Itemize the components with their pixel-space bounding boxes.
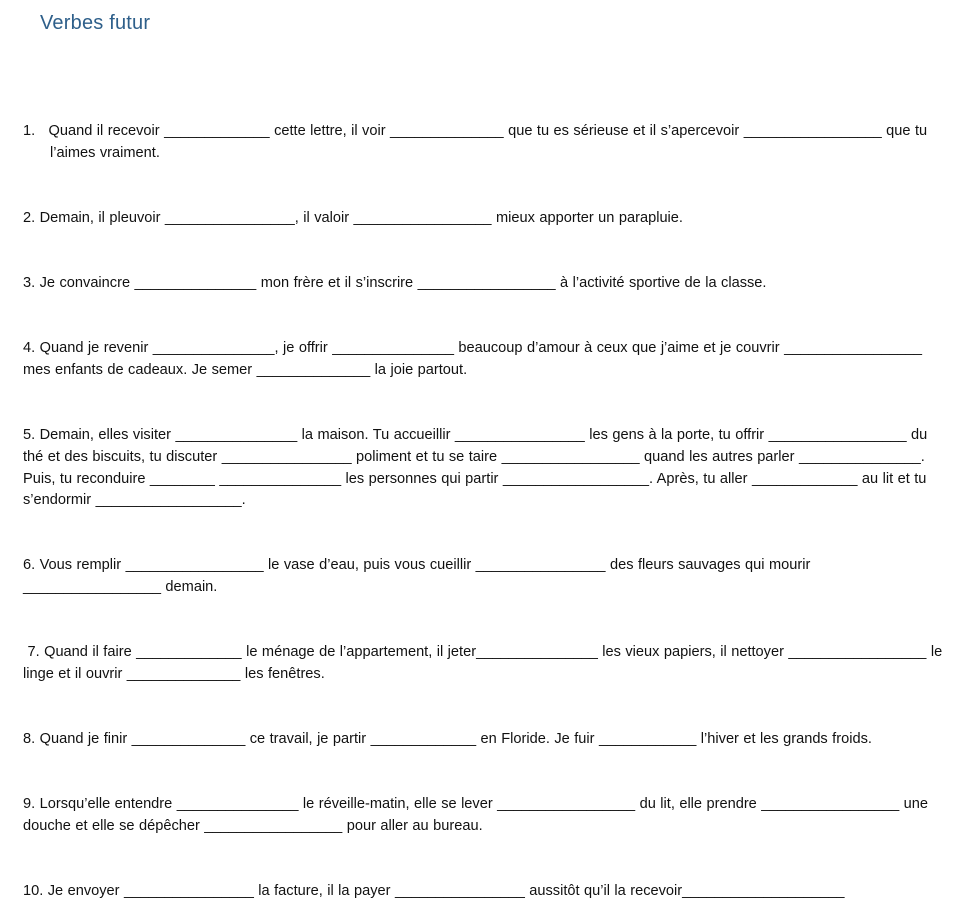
- exercise-6: 6. Vous remplir _________________ le vase d’eau, puis vous cueillir ________________ des fleurs sauvages qui mourir _________________ demain.: [23, 557, 815, 596]
- exercise-list: [23, 78, 948, 924]
- exercise-10: 10. Je envoyer ________________ la facture, il la payer ________________ aussitôt qu’il la recevoir____________________: [23, 883, 845, 900]
- exercise-8: 8. Quand je finir ______________ ce travail, je partir _____________ en Floride. Je fuir ____________ l’hiver et les grands froids.: [23, 731, 872, 748]
- exercise-4: 4. Quand je revenir _______________, je offrir _______________ beaucoup d’amour à ceux que j’aime et je couvrir _________________ mes enfants de cadeaux. Je semer ______________ la joie partout.: [23, 340, 927, 379]
- page-title: Verbes futur: [40, 12, 151, 34]
- exercise-3: 3. Je convaincre _______________ mon frère et il s’inscrire _________________ à l’activité sportive de la classe.: [23, 275, 767, 292]
- exercise-1: 1. Quand il recevoir _____________ cette lettre, il voir ______________ que tu es sérieuse et il s’apercevoir _________________ que tu l’aimes vraiment.: [23, 123, 932, 162]
- exercise-5: 5. Demain, elles visiter _______________ la maison. Tu accueillir ________________ les gens à la porte, tu offrir _________________ du thé et des biscuits, tu discuter ________________ poliment et tu se taire _________________ quand les autres parler _______________. Puis, tu reconduire ________ _______________ les personnes qui partir __________________. Après, tu aller _____________ au lit et tu s’endormir __________________.: [23, 427, 932, 509]
- exercise-9: 9. Lorsqu’elle entendre _______________ le réveille-matin, elle se lever _________________ du lit, elle prendre _________________ une douche et elle se dépêcher _________________ pour aller au bureau.: [23, 796, 933, 834]
- exercise-7: 7. Quand il faire _____________ le ménage de l’appartement, il jeter_______________ les vieux papiers, il nettoyer _________________ le linge et il ouvrir ______________ les fenêtres.: [23, 644, 947, 682]
- exercise-2: 2. Demain, il pleuvoir ________________, il valoir _________________ mieux apporter un parapluie.: [23, 210, 683, 227]
